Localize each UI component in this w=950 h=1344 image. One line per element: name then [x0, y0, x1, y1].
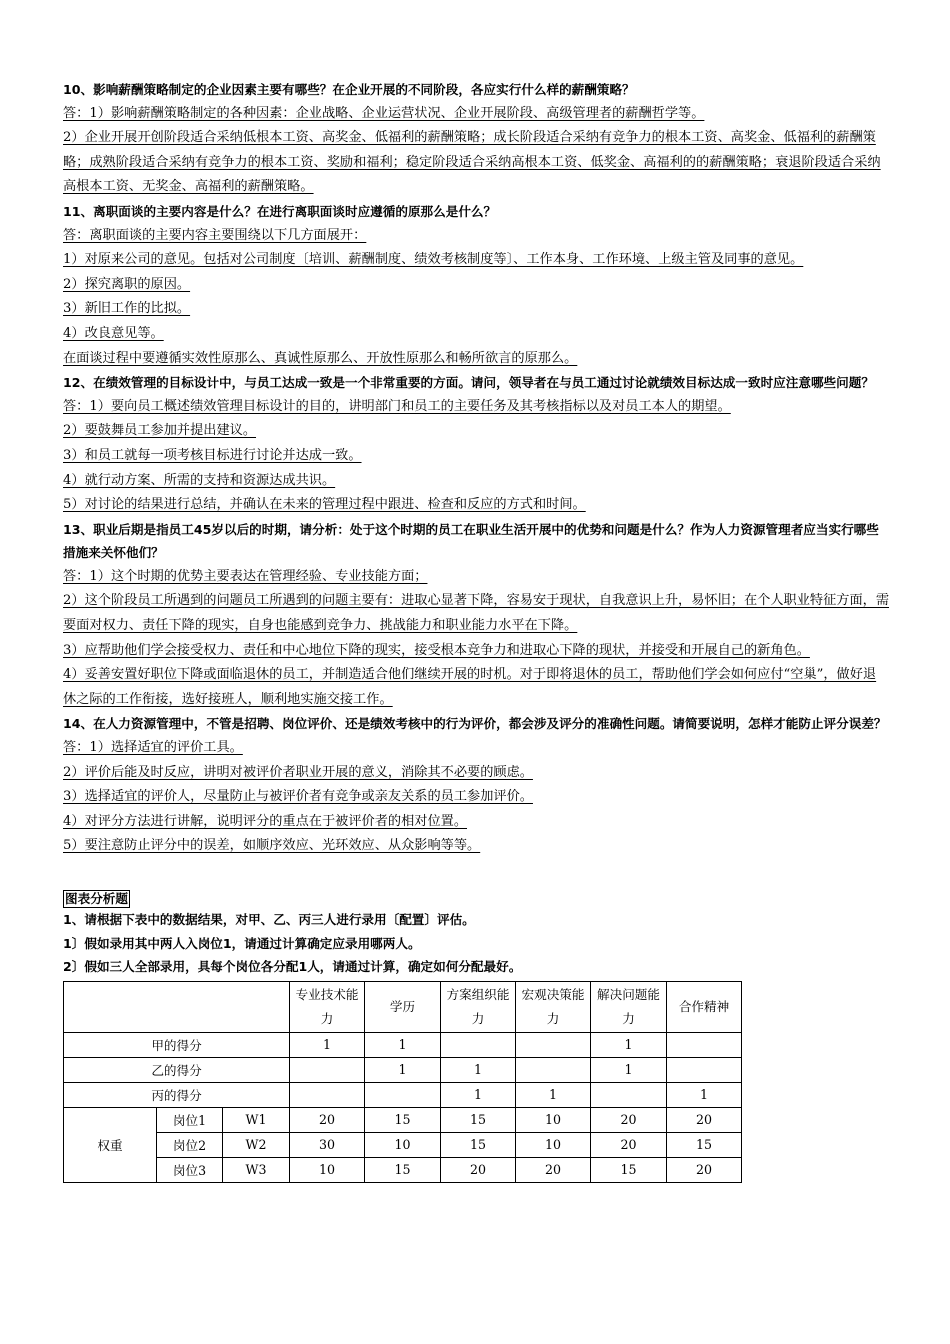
weight-cell: 10 [290, 1157, 365, 1182]
weight-cell: 15 [441, 1132, 516, 1157]
score-cell [516, 1032, 591, 1057]
answer-line [63, 273, 889, 298]
answer-line [63, 322, 889, 347]
weight-cell: 20 [667, 1157, 742, 1182]
table-header-row [64, 981, 742, 1032]
weight-cell: 20 [667, 1107, 742, 1132]
answer-text: 答：1）选择适宜的评价工具。 [63, 740, 243, 756]
weight-cell: 20 [290, 1107, 365, 1132]
answer-line [63, 248, 889, 273]
chart-task-1: 1〕假如录用其中两人入岗位1，请通过计算确定应录用哪两人。 [63, 935, 421, 951]
answer-line [63, 493, 889, 518]
score-cell: 1 [290, 1032, 365, 1057]
answer-text: 3）新旧工作的比拟。 [63, 301, 191, 317]
score-weight-table [63, 981, 742, 1183]
answer-text: 答：1）这个时期的优势主要表达在管理经验、专业技能方面； [63, 568, 428, 584]
header-cell: 解决问题能力 [591, 981, 667, 1032]
question-title: 12、在绩效管理的目标设计中，与员工达成一致是一个非常重要的方面。请问，领导者在与员工通过讨论就绩效目标达成一致时应注意哪些问题？ [63, 375, 874, 391]
answer-line [63, 469, 889, 494]
answer-text: 答：1）影响薪酬策略制定的各种因素：企业战略、企业运营状况、企业开展阶段、高级管理者的薪酬哲学等。 [63, 105, 705, 121]
weight-cell: 10 [516, 1107, 591, 1132]
weight-cell: 30 [290, 1132, 365, 1157]
post-label: 岗位2 [157, 1132, 223, 1157]
score-cell: 1 [591, 1057, 667, 1082]
weight-cell: 15 [441, 1107, 516, 1132]
question-block [63, 78, 889, 200]
question-answer-list [63, 78, 889, 859]
answer-text: 2）探究离职的原因。 [63, 276, 191, 292]
question-title: 14、在人力资源管理中，不管是招聘、岗位评价、还是绩效考核中的行为评价，都会涉及评分的准确性问题。请简要说明，怎样才能防止评分误差？ [63, 716, 887, 732]
answer-line [63, 663, 889, 712]
answer-line [63, 639, 889, 664]
header-cell: 宏观决策能力 [516, 981, 591, 1032]
chart-question-intro: 1、请根据下表中的数据结果，对甲、乙、丙三人进行录用〔配置〕评估。 [63, 912, 475, 927]
answer-text: 4）就行动方案、所需的支持和资源达成共识。 [63, 472, 336, 488]
answer-line [63, 444, 889, 469]
question-block [63, 518, 889, 713]
score-cell [441, 1032, 516, 1057]
answer-text: 4）妥善安置好职位下降或面临退休的员工，并制造适合他们继续开展的时机。对于即将退休的员工，帮助他们学会如何应付“空巢”，做好退休之际的工作衔接，选好接班人，顺利地实施交接工作。 [63, 667, 877, 707]
question-title: 10、影响薪酬策略制定的企业因素主要有哪些？在企业开展的不同阶段，各应实行什么样的薪酬策略？ [63, 82, 635, 97]
weight-code: W1 [223, 1107, 290, 1132]
score-cell [365, 1082, 441, 1107]
score-cell [516, 1057, 591, 1082]
score-cell: 1 [441, 1082, 516, 1107]
answer-text: 3）应帮助他们学会接受权力、责任和中心地位下降的现实，接受根本竞争力和进取心下降的现状，并接受和开展自己的新角色。 [63, 642, 810, 658]
answer-line [63, 785, 889, 810]
score-row-jia [64, 1032, 742, 1057]
weight-cell: 10 [365, 1132, 441, 1157]
answer-text: 在面谈过程中要遵循实效性原那么、真诚性原那么、开放性原那么和畅所欲言的原那么。 [63, 350, 578, 366]
answer-text: 2）要鼓舞员工参加并提出建议。 [63, 423, 257, 439]
document-page [63, 78, 889, 1183]
answer-text: 5）要注意防止评分中的误差，如顺序效应、光环效应、从众影响等等。 [63, 838, 481, 854]
weight-label: 权重 [64, 1107, 157, 1182]
score-row-bing [64, 1082, 742, 1107]
table-corner-cell [64, 981, 290, 1032]
score-cell [591, 1082, 667, 1107]
header-cell: 学历 [365, 981, 441, 1032]
answer-text: 4）对评分方法进行讲解，说明评分的重点在于被评价者的相对位置。 [63, 813, 468, 829]
weight-cell: 15 [591, 1157, 667, 1182]
weight-code: W2 [223, 1132, 290, 1157]
answer-line [63, 810, 889, 835]
score-cell: 1 [365, 1057, 441, 1082]
answer-line [63, 565, 889, 590]
answer-text: 3）和员工就每一项考核目标进行讨论并达成一致。 [63, 447, 362, 463]
weight-row-2 [64, 1132, 742, 1157]
answer-text: 答：离职面谈的主要内容主要围绕以下几方面展开： [63, 227, 367, 243]
weight-row-3 [64, 1157, 742, 1182]
question-block [63, 200, 889, 371]
score-cell [290, 1057, 365, 1082]
weight-cell: 15 [365, 1107, 441, 1132]
score-cell [667, 1032, 742, 1057]
chart-task-2: 2〕假如三人全部录用，具每个岗位各分配1人，请通过计算，确定如何分配最好。 [63, 959, 522, 975]
answer-line [63, 736, 889, 761]
score-row-yi [64, 1057, 742, 1082]
score-cell [667, 1057, 742, 1082]
weight-cell: 20 [441, 1157, 516, 1182]
header-cell: 专业技术能力 [290, 981, 365, 1032]
score-cell: 1 [365, 1032, 441, 1057]
answer-line [63, 102, 889, 127]
header-cell: 方案组织能力 [441, 981, 516, 1032]
row-label: 丙的得分 [64, 1082, 290, 1107]
answer-text: 2）企业开展开创阶段适合采纳低根本工资、高奖金、低福利的薪酬策略；成长阶段适合采纳有竞争力的根本工资、高奖金、低福利的薪酬策略；成熟阶段适合采纳有竞争力的根本工资、奖励和福利；稳定阶段适合采纳高根本工资、低奖金、高福利的的薪酬策略；衰退阶段适合采纳高根本工资、无奖金、高福利的薪酬策略。 [63, 130, 881, 195]
score-cell: 1 [591, 1032, 667, 1057]
answer-text: 4）改良意见等。 [63, 325, 164, 341]
answer-text: 1）对原来公司的意见。包括对公司制度〔培训、薪酬制度、绩效考核制度等〕、工作本身、工作环境、上级主管及同事的意见。 [63, 252, 804, 268]
weight-cell: 20 [591, 1107, 667, 1132]
row-label: 乙的得分 [64, 1057, 290, 1082]
row-label: 甲的得分 [64, 1032, 290, 1057]
header-cell: 合作精神 [667, 981, 742, 1032]
weight-row-1 [64, 1107, 742, 1132]
answer-line [63, 347, 889, 372]
answer-text: 2）评价后能及时反应，讲明对被评价者职业开展的意义，消除其不必要的顾虑。 [63, 764, 533, 780]
score-cell [290, 1082, 365, 1107]
post-label: 岗位1 [157, 1107, 223, 1132]
answer-line [63, 589, 889, 638]
answer-text: 5）对讨论的结果进行总结，并确认在未来的管理过程中跟进、检查和反应的方式和时间。 [63, 497, 586, 513]
question-title: 13、职业后期是指员工45岁以后的时期，请分析：处于这个时期的员工在职业生活开展中的优势和问题是什么？作为人力资源管理者应当实行哪些措施来关怀他们？ [63, 521, 879, 561]
weight-cell: 15 [365, 1157, 441, 1182]
answer-line [63, 419, 889, 444]
answer-line [63, 395, 889, 420]
weight-cell: 10 [516, 1132, 591, 1157]
weight-cell: 20 [516, 1157, 591, 1182]
answer-text: 2）这个阶段员工所遇到的问题员工所遇到的问题主要有：进取心显著下降，容易安于现状，自我意识上升，易怀旧；在个人职业特征方面，需要面对权力、责任下降的现实，自身也能感到竞争力、挑战能力和职业能力水平在下降。 [63, 593, 890, 634]
answer-line [63, 834, 889, 859]
weight-cell: 20 [591, 1132, 667, 1157]
question-title: 11、离职面谈的主要内容是什么？在进行离职面谈时应遵循的原那么是什么？ [63, 203, 497, 219]
answer-line [63, 126, 889, 200]
weight-code: W3 [223, 1157, 290, 1182]
question-block [63, 712, 889, 859]
question-block [63, 371, 889, 518]
weight-cell: 15 [667, 1132, 742, 1157]
answer-line [63, 761, 889, 786]
score-cell: 1 [516, 1082, 591, 1107]
answer-text: 答：1）要向员工概述绩效管理目标设计的目的，讲明部门和员工的主要任务及其考核指标以及对员工本人的期望。 [63, 398, 731, 414]
answer-text: 3）选择适宜的评价人，尽量防止与被评价者有竞争或亲友关系的员工参加评价。 [63, 789, 533, 805]
answer-line [63, 297, 889, 322]
section-title: 图表分析题 [65, 891, 128, 906]
answer-line [63, 224, 889, 249]
score-cell: 1 [441, 1057, 516, 1082]
score-cell: 1 [667, 1082, 742, 1107]
post-label: 岗位3 [157, 1157, 223, 1182]
